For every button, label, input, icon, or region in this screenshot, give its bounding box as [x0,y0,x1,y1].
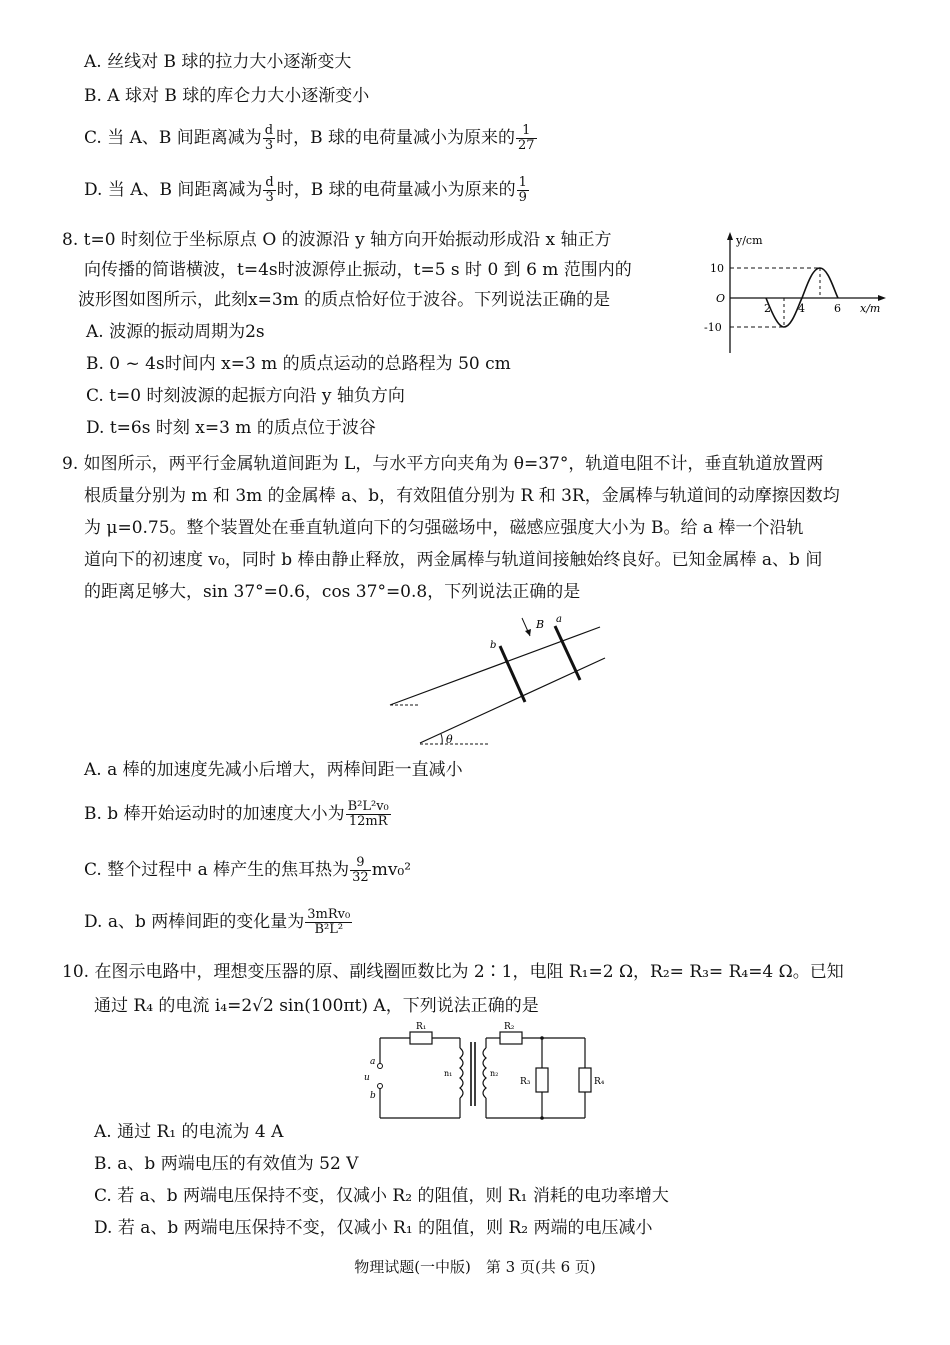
label-B: B [536,618,545,631]
label-b: b [370,1091,376,1101]
q10-stem-line1: 10. 在图示电路中，理想变压器的原、副线圈匝数比为 2∶1，电阻 R₁=2 Ω，R₂= R₃= R₄=4 Ω。已知 [62,962,844,982]
q7-option-b: B. A 球对 B 球的库仑力大小逐渐变小 [84,86,370,106]
q10-circuit [360,1018,620,1130]
angle-arc [441,734,442,744]
x-tick-4: 4 [798,302,805,315]
q7-d-pre: D. 当 A、B 间距离减为 [84,180,263,200]
rod-a [555,626,580,680]
q9-stem-line2: 根质量分别为 m 和 3m 的金属棒 a、b，有效阻值分别为 R 和 3R，金属棒与轨道间的动摩擦因数均 [84,486,840,506]
q7-d-frac2: $\frac{1}{9}$ [518,175,527,205]
label-r3: R₃ [520,1077,531,1087]
q8-wave-graph [700,228,900,358]
q8-option-c: C. t=0 时刻波源的起振方向沿 y 轴负方向 [86,386,405,406]
y-tick-neg10: -10 [704,321,722,334]
q7-c-pre: C. 当 A、B 间距离减为 [84,128,262,148]
q7-d-mid: 时，B 球的电荷量减小为原来的 [276,180,516,200]
resistor-r3 [536,1068,548,1092]
y-axis-arrow [727,232,733,240]
q8-stem-line1: 8. t=0 时刻位于坐标原点 O 的波源沿 y 轴方向开始振动形成沿 x 轴正方 [62,230,612,250]
q9-rails-figure [380,610,620,755]
b-field-arrowhead [525,629,531,636]
q9-c-post: mv₀² [371,860,412,880]
q9-option-c [84,856,411,885]
label-r2: R₂ [504,1022,515,1032]
page-footer: 物理试题(一中版) 第 3 页(共 6 页) [354,1258,596,1276]
q9-option-d [84,908,353,937]
y-tick-10: 10 [710,262,724,275]
q9-b-pre: B. b 棒开始运动时的加速度大小为 [84,804,345,824]
q9-c-pre: C. 整个过程中 a 棒产生的焦耳热为 [84,860,350,880]
label-u: u [364,1073,370,1083]
q8-option-d: D. t=6s 时刻 x=3 m 的质点位于波谷 [86,418,376,438]
resistor-r2 [500,1032,522,1044]
y-axis-label: y/cm [736,234,763,247]
terminal-a [378,1064,383,1069]
q7-c-mid: 时，B 球的电荷量减小为原来的 [276,128,516,148]
q9-option-b [84,800,392,829]
q7-c-frac: $\frac{d}{3}$ [264,123,274,153]
q9-b-frac: $\frac{\text{B²L²v₀}}{12mR}$ [347,799,389,829]
q9-stem-line3: 为 μ=0.75。整个装置处在垂直轨道向下的匀强磁场中，磁感应强度大小为 B。给 a 棒一个沿轨 [84,518,804,538]
q9-stem-line5: 的距离足够大，sin 37°=0.6，cos 37°=0.8，下列说法正确的是 [84,582,581,602]
x-tick-2: 2 [764,302,771,315]
resistor-r4 [579,1068,591,1092]
q7-c-frac2: $\frac{1}{27}$ [518,123,535,153]
q7-option-a: A. 丝线对 B 球的拉力大小逐渐变大 [84,52,352,72]
x-tick-6: 6 [834,302,841,315]
label-n1: n₁ [444,1069,453,1078]
label-r4: R₄ [594,1077,605,1087]
q10-option-c: C. 若 a、b 两端电压保持不变，仅减小 R₂ 的阻值，则 R₁ 消耗的电功率增大 [94,1186,669,1206]
primary-coil [460,1048,463,1098]
q9-stem-line1: 9. 如图所示，两平行金属轨道间距为 L，与水平方向夹角为 θ=37°，轨道电阻不计，垂直轨道放置两 [62,454,824,474]
origin-label: O [716,292,726,305]
q10-option-d: D. 若 a、b 两端电压保持不变，仅减小 R₁ 的阻值，则 R₂ 两端的电压减小 [94,1218,653,1238]
q9-stem-line4: 道向下的初速度 v₀，同时 b 棒由静止释放，两金属棒与轨道间接触始终良好。已知金属棒 a、b 间 [84,550,823,570]
q9-d-pre: D. a、b 两棒间距的变化量为 [84,912,305,932]
terminal-b [378,1084,383,1089]
resistor-r1 [410,1032,432,1044]
label-b: b [490,640,497,651]
secondary-coil [483,1048,486,1098]
q8-option-b: B. 0 ~ 4s时间内 x=3 m 的质点运动的总路程为 50 cm [86,354,511,374]
q8-stem-line3: 波形图如图所示，此刻x=3m 的质点恰好位于波谷。下列说法正确的是 [78,290,611,310]
rod-b [500,646,525,702]
q8-option-a: A. 波源的振动周期为2s [86,322,265,342]
q7-d-frac: $\frac{d}{3}$ [265,175,274,205]
x-axis-arrow [878,295,886,301]
rail-upper [390,627,600,705]
q10-option-b: B. a、b 两端电压的有效值为 52 V [94,1154,359,1174]
label-a: a [370,1057,376,1067]
q8-stem-line2: 向传播的简谐横波，t=4s时波源停止振动，t=5 s 时 0 到 6 m 范围内的 [84,260,632,280]
q7-option-d [84,176,530,205]
q10-stem-line2: 通过 R₄ 的电流 i₄=2√2 sin(100πt) A，下列说法正确的是 [94,996,539,1016]
q9-option-a: A. a 棒的加速度先减小后增大，两棒间距一直减小 [84,760,463,780]
x-axis-label: x/m [860,302,881,315]
q10-option-a: A. 通过 R₁ 的电流为 4 A [94,1122,284,1142]
q7-option-c [84,124,538,153]
label-n2: n₂ [490,1069,499,1078]
label-r1: R₁ [416,1022,427,1032]
label-a: a [556,614,562,625]
label-theta: θ [446,733,453,746]
q9-c-frac: $\frac{9}{32}$ [352,855,369,885]
q9-d-frac: $\frac{\text{3mRv₀}}{\text{B²L²}}$ [307,907,351,937]
